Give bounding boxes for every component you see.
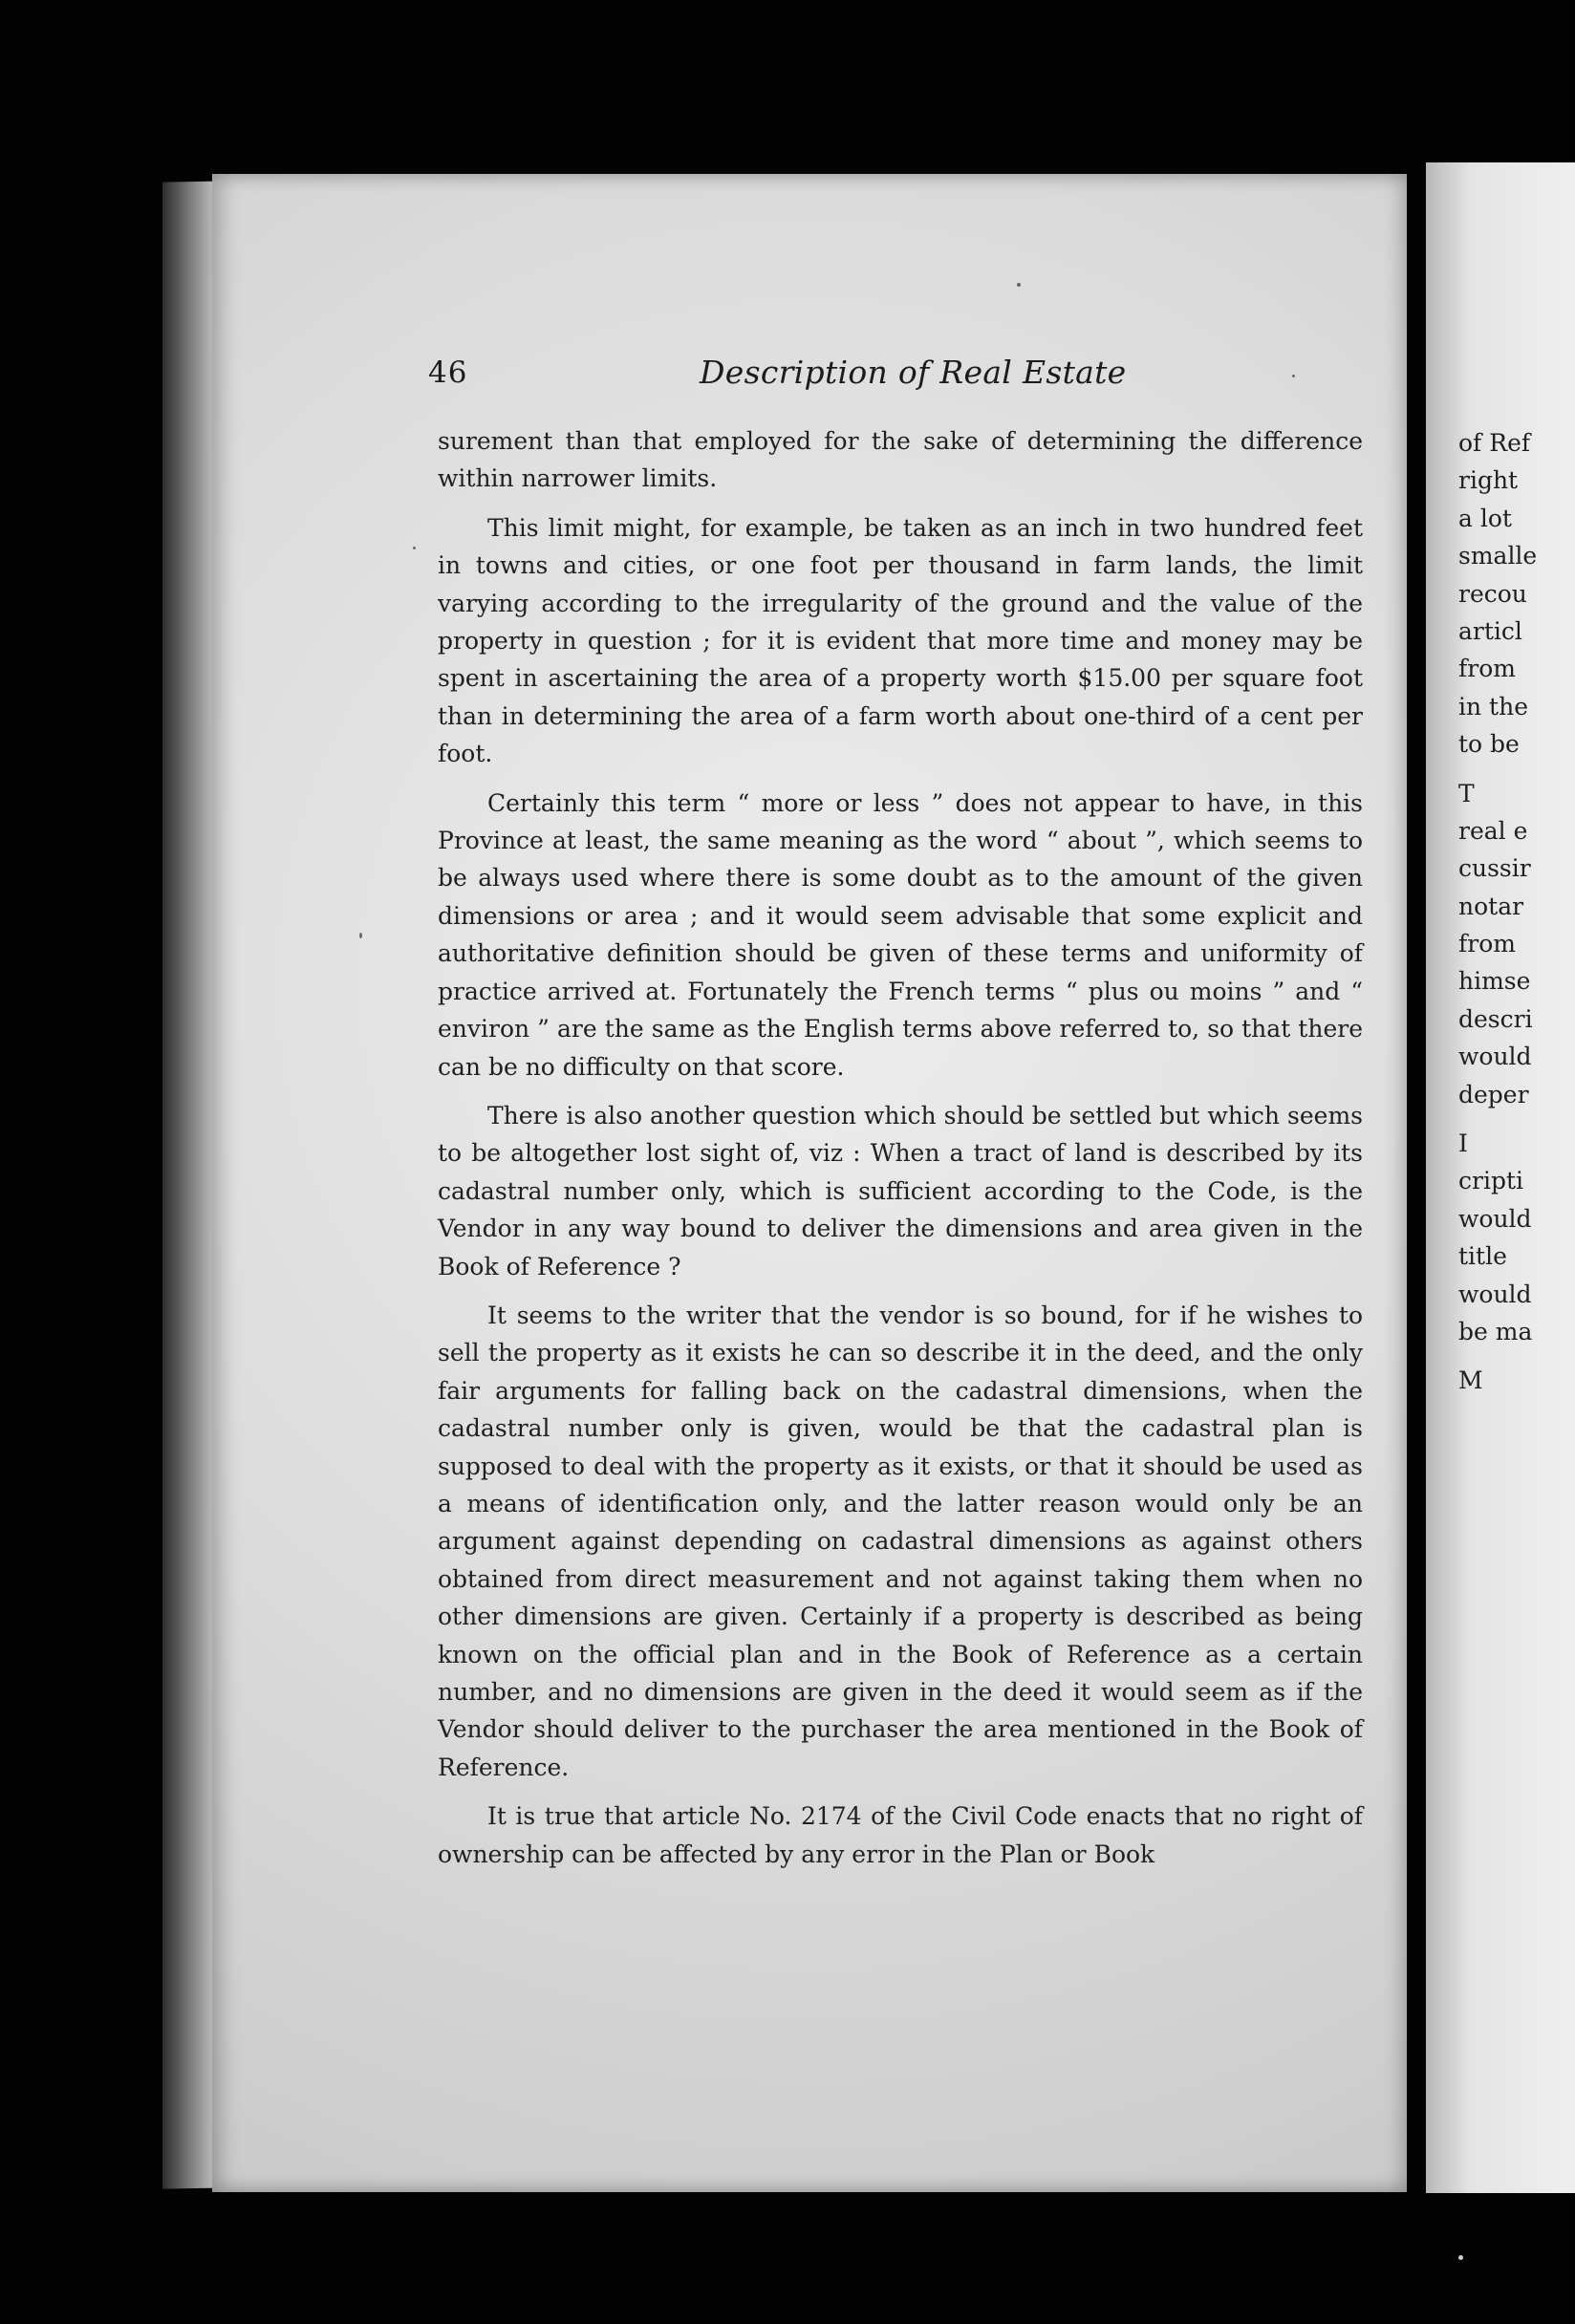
- right-page-text: [1458, 424, 1575, 1400]
- right-page-line: articl: [1458, 616, 1522, 645]
- right-page-line: M: [1458, 1366, 1483, 1395]
- page-body: [438, 422, 1363, 1884]
- right-page-line: himse: [1458, 967, 1531, 996]
- scan-speck: [1292, 375, 1295, 377]
- right-page-line: deper: [1458, 1080, 1529, 1108]
- right-page-line: a lot: [1458, 504, 1512, 532]
- right-page-line: recou: [1458, 579, 1527, 608]
- right-page-line: of Ref: [1458, 429, 1531, 457]
- paragraph: It seems to the writer that the vendor is so bound, for if he wishes to sell the property as it exists he can so describe it in the deed, and the only fair arguments for falling back on the cadastral dimensions, when the cadastral number only is given, would be that the cadastral plan is supposed to deal with the property as it exists, or that it should be used as a means of identification only, and the latter reason would only be an argument against depending on cadastral dimensions as against others obtained from direct measurement and not against taking them when no other dimensions are given. Certainly if a property is described as being known on the official plan and in the Book of Reference as a certain number, and no dimensions are given in the deed it would seem as if the Vendor should deliver to the purchaser the area mentioned in the Book of Reference.: [438, 1301, 1363, 1781]
- right-page-line: title: [1458, 1242, 1507, 1271]
- right-page-line: from: [1458, 930, 1516, 958]
- right-page-line: descri: [1458, 1004, 1533, 1033]
- page-number: 46: [428, 355, 468, 390]
- right-page-line: to be: [1458, 730, 1520, 759]
- book-gutter: [1407, 167, 1426, 2193]
- right-page-line: would: [1458, 1043, 1532, 1071]
- right-page-line: be ma: [1458, 1317, 1533, 1345]
- right-page-line: real e: [1458, 816, 1528, 845]
- right-page-line: smalle: [1458, 542, 1538, 570]
- scan-speck: [1017, 283, 1021, 287]
- paragraph: surement than that employed for the sake of determining the difference within narrower limits.: [438, 427, 1363, 493]
- paragraph: Certainly this term “ more or less ” does not appear to have, in this Province at least, the same meaning as the word “ about ”, which seems to be always used where there is some doubt as to the amount of the given dimensions or area ; and it would seem advisable that some explicit and authoritative definition should be given of these terms and uniformity of practice arrived at. Fortunately the French terms “ plus ou moins ” and “ environ ” are the same as the English terms above referred to, so that there can be no difficulty on that score.: [438, 788, 1363, 1081]
- paragraph: There is also another question which should be settled but which seems to be altogether lost sight of, viz : When a tract of land is described by its cadastral number only, which is sufficient according to the Code, is the Vendor in any way bound to deliver the dimensions and area given in the Book of Reference ?: [438, 1101, 1363, 1280]
- right-page-line: cussir: [1458, 854, 1531, 883]
- right-page-line: right: [1458, 466, 1519, 495]
- right-page-line: cripti: [1458, 1167, 1523, 1195]
- right-page-line: in the: [1458, 692, 1528, 721]
- right-page-line: would: [1458, 1204, 1532, 1233]
- right-page-line: T: [1458, 779, 1475, 807]
- right-page-line: from: [1458, 655, 1516, 683]
- paragraph: It is true that article No. 2174 of the Civil Code enacts that no right of ownership can be affected by any error in the Plan or Book: [438, 1802, 1363, 1868]
- right-page-line: I: [1458, 1130, 1468, 1158]
- right-page-line: notar: [1458, 892, 1524, 920]
- right-page-line: would: [1458, 1280, 1532, 1308]
- running-head: Description of Real Estate: [700, 354, 1127, 391]
- scan-speck: [413, 547, 416, 549]
- paragraph: This limit might, for example, be taken as an inch in two hundred feet in towns and cities, or one foot per thousand in farm lands, the limit varying according to the irregularity of the ground and the value of the property in question ; for it is evident that more time and money may be spent in ascertaining the area of a property worth $15.00 per square foot than in determining the area of a farm worth about one-third of a cent per foot.: [438, 513, 1363, 768]
- scan-speck: [359, 933, 362, 938]
- scan-speck: [1458, 2255, 1463, 2260]
